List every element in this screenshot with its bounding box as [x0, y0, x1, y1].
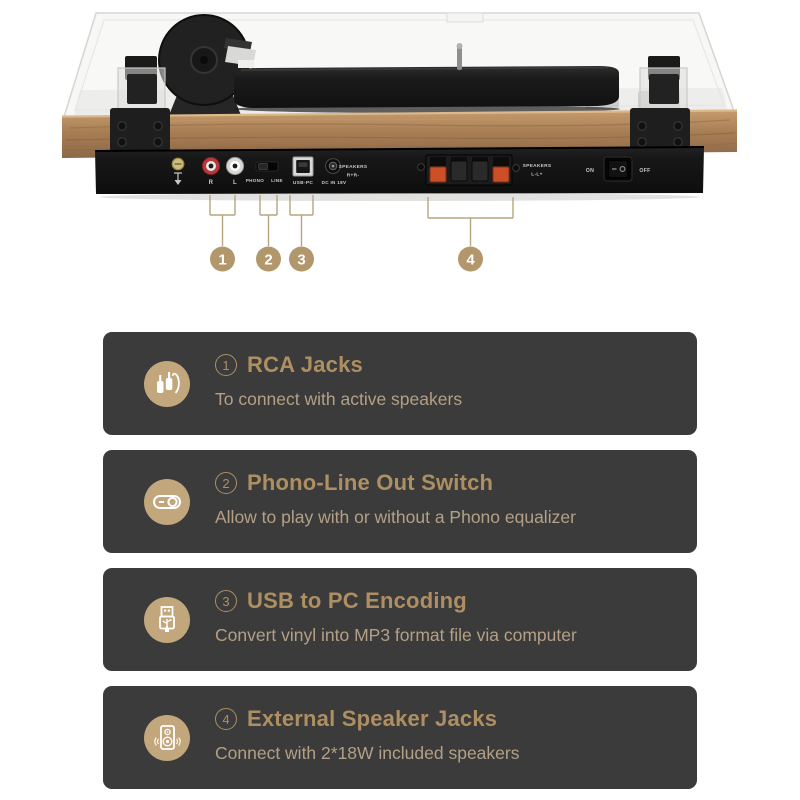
panel-screw: [418, 164, 425, 171]
callout-brackets: [210, 195, 513, 246]
rca-jack-left: [226, 157, 243, 174]
rca-jack-right: [202, 157, 219, 174]
feature-number-badge: 4: [215, 708, 237, 730]
speakers-right-label: SPEAKERS: [338, 165, 368, 170]
terminal-clip-black: [451, 161, 467, 181]
feature-description: To connect with active speakers: [215, 389, 463, 409]
spindle: [457, 46, 462, 70]
panel-screw: [513, 165, 520, 172]
back-panel: [95, 147, 704, 201]
phono-line-switch: [256, 162, 278, 171]
power-switch: [604, 157, 632, 181]
feature-number-badge: 2: [215, 472, 237, 494]
left-hinge: [110, 56, 170, 157]
power-off-label: OFF: [639, 168, 651, 174]
feature-description: Convert vinyl into MP3 format file via computer: [215, 625, 577, 645]
feature-description: Connect with 2*18W included speakers: [215, 743, 520, 763]
feature-title: Phono-Line Out Switch: [247, 470, 494, 495]
feature-title: External Speaker Jacks: [247, 706, 498, 731]
dc-in-label: DC IN 18V: [321, 180, 347, 185]
cover-handle-recess: [447, 13, 483, 22]
feature-number-badge: 3: [215, 590, 237, 612]
feature-title: USB to PC Encoding: [247, 588, 467, 613]
feature-card-usb-encoding: [103, 568, 697, 671]
speakers-left-label: SPEAKERS: [522, 164, 552, 169]
usb-plug-icon: [144, 597, 190, 643]
toggle-switch-icon: [144, 479, 190, 525]
feature-card-rca-jacks: [103, 332, 697, 435]
feature-card-external-speakers: [103, 686, 697, 789]
rca-cables-icon: [144, 361, 190, 407]
usb-pc-label: USB-PC: [292, 181, 314, 186]
phono-label: PHONO: [245, 178, 265, 183]
feature-description: Allow to play with or without a Phono equalizer: [215, 507, 576, 527]
power-on-label: ON: [585, 168, 595, 174]
speaker-terminals: [426, 155, 512, 185]
feature-title: RCA Jacks: [247, 352, 363, 377]
terminal-clip-orange: [493, 167, 509, 182]
rca-r-label: R: [208, 180, 214, 186]
callout-2: 2: [264, 251, 273, 269]
usb-port: [293, 157, 313, 176]
callout-numbers: [210, 247, 483, 272]
feature-card-phono-line-switch: [103, 450, 697, 553]
callout-1: 1: [218, 251, 227, 269]
speakers-left-polarity: L-L+: [531, 172, 543, 178]
terminal-clip-black: [472, 161, 488, 181]
speakers-right-polarity: R+R-: [346, 173, 360, 179]
line-label: LINE: [271, 178, 283, 183]
turntable-rear-photo: [0, 0, 800, 320]
terminal-clip-orange: [430, 167, 446, 182]
callout-4: 4: [466, 251, 475, 269]
feature-number-badge: 1: [215, 354, 237, 376]
speaker-icon: [144, 715, 190, 761]
rca-l-label: L: [233, 180, 237, 186]
callout-3: 3: [297, 251, 306, 269]
